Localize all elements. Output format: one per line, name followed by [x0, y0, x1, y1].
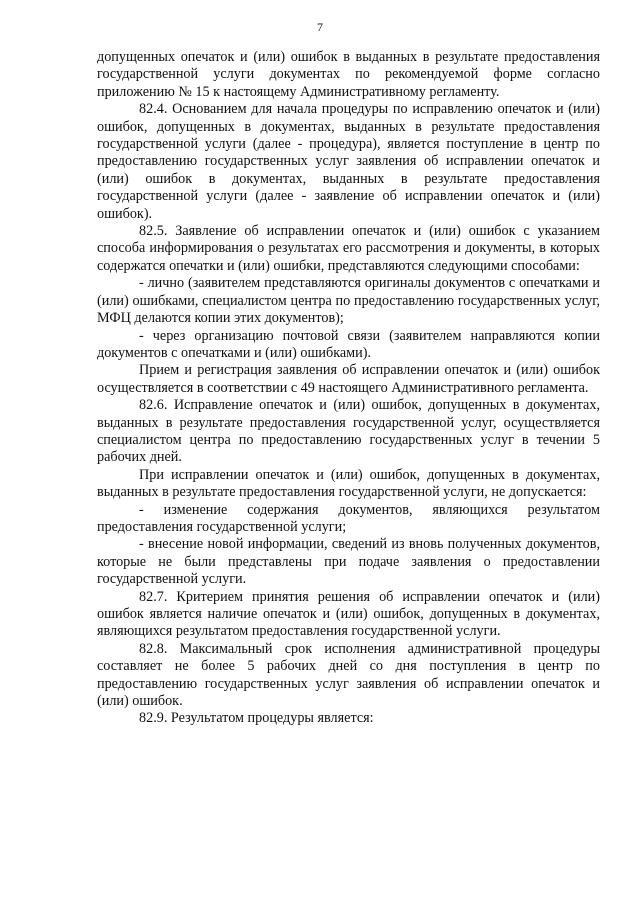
- paragraph-82-6: 82.6. Исправление опечаток и (или) ошибок, допущенных в документах, выданных в результате предоставления государственной услуг, осуществляется специалистом центра по предоставлению государственных услуг в течении 5 рабочих дней.: [97, 397, 600, 466]
- list-item-new-information: - внесение новой информации, сведений из вновь полученных документов, которые не были представлены при подаче заявления о предоставлении государственной услуги.: [97, 536, 600, 588]
- list-item-by-post: - через организацию почтовой связи (заявителем направляются копии документов с опечатками и (или) ошибками).: [97, 327, 600, 361]
- list-item-in-person: - лично (заявителем представляются оригиналы документов с опечатками и (или) ошибками, специалистом центра по предоставлению государственных услуг, МФЦ делаются копии этих документов);: [97, 275, 600, 327]
- page-number: 7: [317, 20, 323, 34]
- paragraph-registration: Прием и регистрация заявления об исправлении опечаток и (или) ошибок осуществляется в соответствии с 49 настоящего Административного регламента.: [97, 362, 600, 396]
- document-body: [97, 49, 600, 728]
- paragraph-82-4: 82.4. Основанием для начала процедуры по исправлению опечаток и (или) ошибок, допущенных в документах, выданных в результате предоставления государственной услуги (далее - процедура), является поступление в центр по предоставлению государственных услуг заявления об исправлении опечаток и (или) ошибок в документах, выданных в результате предоставления государственной услуги (далее - заявление об исправлении опечаток и (или) ошибок).: [97, 101, 600, 222]
- paragraph-82-8: 82.8. Максимальный срок исполнения административной процедуры составляет не более 5 рабочих дней со дня поступления в центр по предоставлению государственных услуг заявления об исправлении опечаток и (или) ошибок.: [97, 640, 600, 710]
- list-item-content-change: - изменение содержания документов, являющихся результатом предоставления государственной услуги;: [97, 501, 600, 535]
- paragraph-restrictions: При исправлении опечаток и (или) ошибок, допущенных в документах, выданных в результате предоставления государственной услуги, не допускается:: [97, 466, 600, 501]
- paragraph-82-5: 82.5. Заявление об исправлении опечаток и (или) ошибок с указанием способа информирования о результатах его рассмотрения и документы, в которых содержатся опечатки и (или) ошибки, представляются следующими способами:: [97, 223, 600, 274]
- paragraph-82-7: 82.7. Критерием принятия решения об исправлении опечаток и (или) ошибок является наличие опечаток и (или) ошибок, допущенных в документах, являющихся результатом предоставления государственной услуги.: [97, 588, 600, 640]
- paragraph-continuation: допущенных опечаток и (или) ошибок в выданных в результате предоставления государственной услуги документах по рекомендуемой форме согласно приложению № 15 к настоящему Административному регламенту.: [97, 49, 600, 100]
- paragraph-82-9: 82.9. Результатом процедуры является:: [139, 710, 374, 727]
